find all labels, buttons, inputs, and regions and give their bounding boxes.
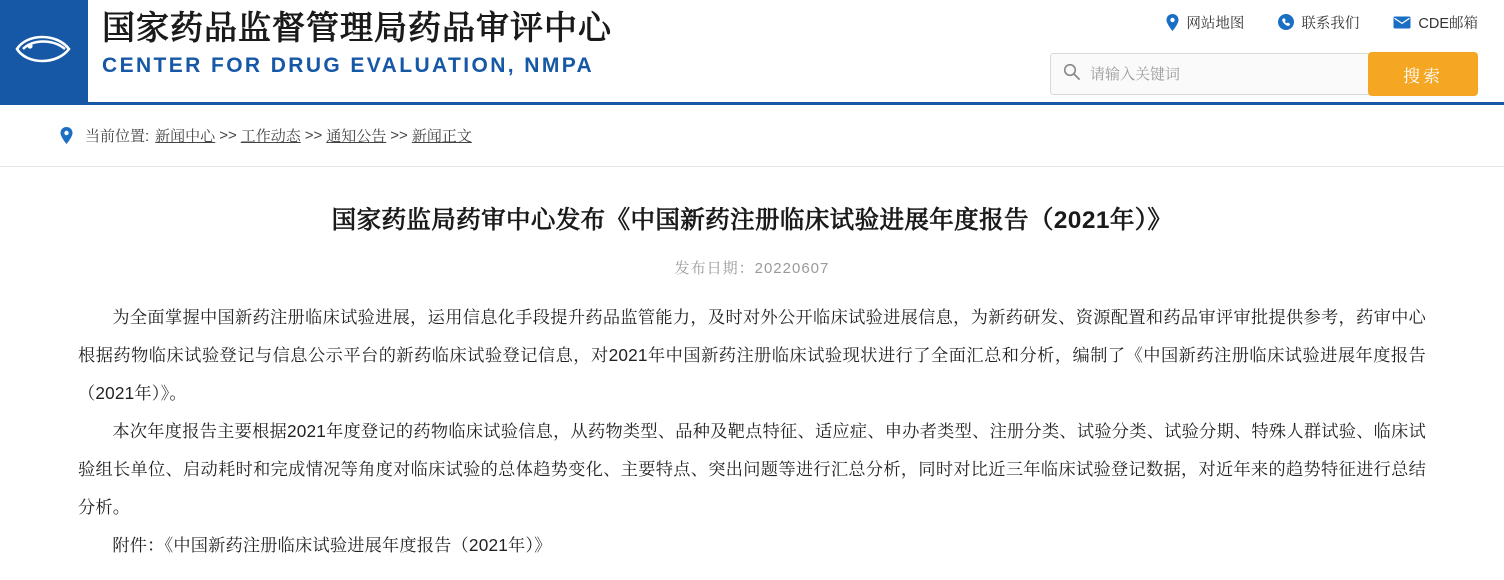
breadcrumb-item-announcements[interactable]: 通知公告 bbox=[326, 128, 387, 145]
breadcrumb-item-work-updates[interactable]: 工作动态 bbox=[240, 128, 301, 145]
search-icon bbox=[1063, 63, 1080, 85]
quick-link-label: 网站地图 bbox=[1186, 15, 1245, 32]
phone-icon bbox=[1278, 14, 1294, 30]
quick-link-label: 联系我们 bbox=[1301, 15, 1360, 32]
location-pin-icon bbox=[1166, 14, 1179, 31]
breadcrumb-item-news-center[interactable]: 新闻中心 bbox=[155, 128, 216, 145]
breadcrumb-item-article[interactable]: 新闻正文 bbox=[411, 128, 472, 145]
article-body bbox=[78, 298, 1426, 564]
site-title-block bbox=[88, 0, 612, 82]
breadcrumb-separator: >> bbox=[219, 127, 237, 144]
site-title-en: CENTER FOR DRUG EVALUATION, NMPA bbox=[102, 54, 595, 77]
quick-link-contact[interactable] bbox=[1278, 12, 1359, 33]
breadcrumb-separator: >> bbox=[390, 127, 408, 144]
site-logo[interactable] bbox=[0, 0, 88, 102]
breadcrumb-separator: >> bbox=[304, 127, 323, 144]
site-title-cn: 国家药品监督管理局药品审评中心 bbox=[102, 9, 612, 46]
fish-emblem-logo-icon bbox=[13, 29, 75, 74]
article-paragraph: 为全面掌握中国新药注册临床试验进展，运用信息化手段提升药品监管能力，及时对外公开临床试验进展信息，为新药研发、资源配置和药品审评审批提供参考，药审中心根据药物临床试验登记与信息公示平台的新药临床试验登记信息，对2021年中国新药注册临床试验现状进行了全面汇总和分析，编制了《中国新药注册临床试验进展年度报告（2021年）》。 bbox=[78, 307, 1426, 403]
quick-link-mail[interactable] bbox=[1393, 12, 1478, 33]
article bbox=[0, 167, 1504, 564]
publish-date: 发布日期：20220607 bbox=[674, 260, 830, 277]
breadcrumb-bar bbox=[0, 105, 1504, 167]
mail-icon bbox=[1393, 16, 1411, 29]
search-input[interactable] bbox=[1090, 66, 1357, 83]
quick-links bbox=[1166, 6, 1478, 38]
search-box[interactable] bbox=[1050, 53, 1370, 95]
search-button[interactable]: 搜索 bbox=[1368, 52, 1478, 96]
site-header bbox=[0, 0, 1504, 105]
quick-link-label: CDE邮箱 bbox=[1418, 15, 1478, 32]
page-title: 国家药监局药审中心发布《中国新药注册临床试验进展年度报告（2021年）》 bbox=[331, 207, 1173, 234]
breadcrumb bbox=[60, 125, 472, 146]
article-attachment-line: 附件：《中国新药注册临床试验进展年度报告（2021年）》 bbox=[112, 535, 552, 555]
header-right bbox=[1050, 0, 1504, 96]
article-paragraph: 本次年度报告主要根据2021年度登记的药物临床试验信息，从药物类型、品种及靶点特征、适应症、申办者类型、注册分类、试验分类、试验分期、特殊人群试验、临床试验组长单位、启动耗时和完成情况等角度对临床试验的总体趋势变化、主要特点、突出问题等进行汇总分析，同时对比近三年临床试验登记数据，对近年来的趋势特征进行总结分析。 bbox=[78, 421, 1426, 517]
breadcrumb-label: 当前位置: bbox=[85, 128, 150, 145]
search-row bbox=[1050, 52, 1478, 96]
location-pin-icon bbox=[60, 127, 73, 144]
quick-link-sitemap[interactable] bbox=[1166, 12, 1244, 33]
